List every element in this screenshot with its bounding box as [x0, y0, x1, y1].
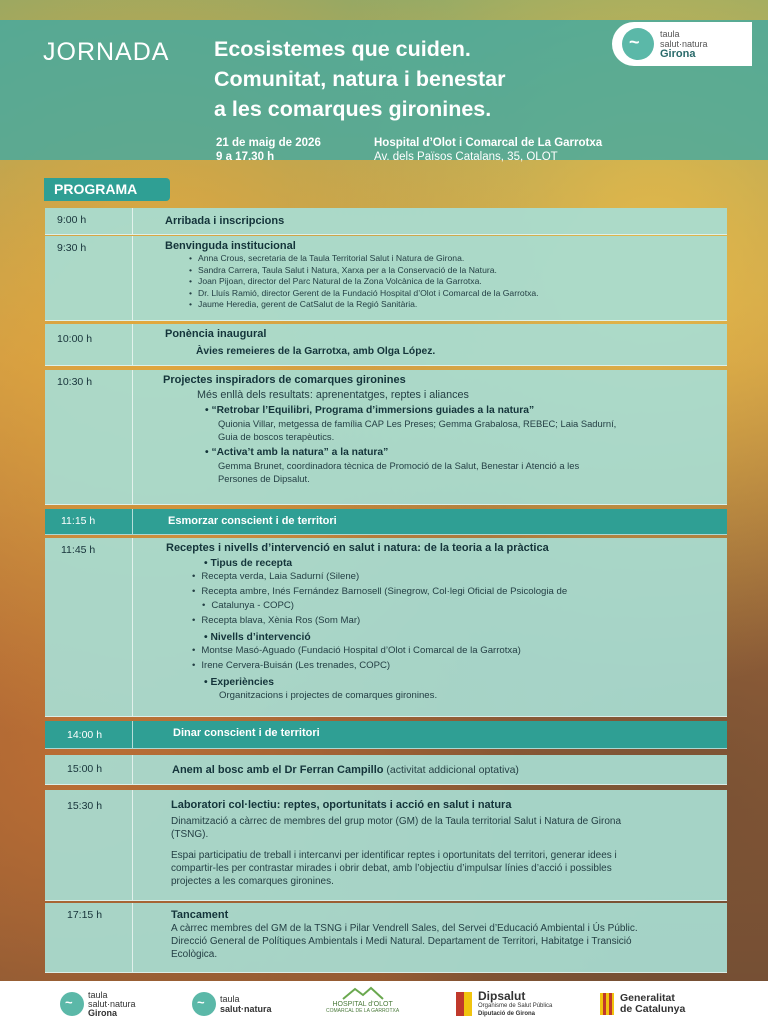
row-title: Tancament	[171, 909, 229, 921]
mountain-icon	[341, 985, 385, 1001]
schedule-row-1030	[45, 370, 727, 505]
logo-line-2: salut·natura	[660, 39, 708, 49]
event-label: JORNADA	[43, 38, 170, 66]
list-item: • Montse Masó-Aguado (Fundació Hospital d’Olot i Comarcal de la Garrotxa)	[192, 644, 717, 659]
schedule-row-0930	[45, 236, 727, 321]
row-time: 11:45 h	[45, 538, 133, 716]
venue-name: Hospital d’Olot i Comarcal de La Garrotxa	[374, 137, 603, 149]
section-experiencies: • Experiències	[204, 677, 275, 688]
list-item: • Catalunya - COPC)	[202, 599, 717, 614]
row-title: Receptes i nivells d’intervenció en salut i natura: de la teoria a la pràctica	[166, 542, 549, 554]
row-note: (activitat addicional optativa)	[383, 764, 519, 776]
venue-address: Av. dels Països Catalans, 35, OLOT	[374, 151, 558, 163]
row-time: 14:00 h	[45, 721, 133, 748]
footer-logos	[0, 981, 768, 1024]
row-title: Esmorzar conscient i de territori	[168, 515, 337, 527]
title-line-3: a les comarques gironines.	[214, 97, 492, 121]
schedule-row-1530	[45, 790, 727, 901]
row-time: 15:00 h	[45, 755, 133, 784]
list-item: • Dr. Lluís Ramió, director Gerent de la Fundació Hospital d’Olot i Comarcal de la Garrotxa.	[189, 288, 717, 300]
title-line-2: Comunitat, natura i benestar	[214, 67, 506, 91]
row-time: 10:30 h	[45, 370, 133, 504]
section-nivells: • Nivells d’intervenció	[204, 632, 311, 643]
experiencies-text: Organitzacions i projectes de comarques gironines.	[219, 690, 438, 701]
event-date	[216, 136, 321, 164]
event-title	[214, 34, 594, 124]
generalitat-logo: Generalitat de Catalunya	[600, 989, 685, 1019]
list-item: • Sandra Carrera, Taula Salut i Natura, Xarxa per a la Conservació de la Natura.	[189, 265, 717, 277]
row-time: 9:00 h	[45, 208, 133, 234]
row-time: 17:15 h	[45, 903, 133, 972]
section-tipus-recepta: • Tipus de recepta	[204, 558, 293, 569]
row-intro: Més enllà dels resultats: aprenentatges, reptes i aliances	[197, 389, 469, 401]
hospital-olot-logo: HOSPITAL d’OLOT COMARCAL DE LA GARROTXA	[326, 985, 399, 1015]
schedule-row-1000	[45, 324, 727, 366]
row-subtitle: Àvies remeieres de la Garrotxa, amb Olga López.	[196, 346, 436, 357]
row-text: A càrrec membres del GM de la TSNG i Pilar Vendrell Sales, del Servei d’Educació Ambiental i Ús Públic. Direcció General de Polítiques Ambientals i Medi Natural. Departament de Territori, Habitatge i Transició Ecològica.	[171, 923, 638, 960]
taula-salut-natura-logo	[612, 22, 752, 66]
row-time: 10:00 h	[45, 324, 133, 365]
row-title: Dinar conscient i de territori	[173, 727, 320, 739]
list-item: • Recepta blava, Xènia Ros (Som Mar)	[192, 614, 717, 629]
row-text-1: Dinamització a càrrec de membres del grup motor (GM) de la Taula territorial Salut i Natura de Girona (TSNG).	[171, 816, 621, 840]
list-item: • Anna Crous, secretaria de la Taula Territorial Salut i Natura de Girona.	[189, 253, 717, 265]
leaf-logo-icon: ~	[60, 992, 84, 1016]
leaf-logo-icon: ~	[192, 992, 216, 1016]
hours-text: 9 a 17.30 h	[216, 151, 275, 163]
row-text-2: Espai participatiu de treball i intercanvi per identificar reptes i oportunitats del territori, generar idees i compartir-les per contrastar mirades i obrir debat, amb l’objectiu d’impulsar línies d’acció i possibles projectes a les comarques gironines.	[171, 850, 617, 887]
dipsalut-logo: Dipsalut Organisme de Salut Pública Diputació de Girona	[456, 989, 552, 1019]
programa-heading: PROGRAMA	[44, 178, 170, 201]
list-item: • Joan Pijoan, director del Parc Natural de la Zona Volcànica de la Garrotxa.	[189, 276, 717, 288]
schedule-row-1400	[45, 721, 727, 749]
schedule-row-0900	[45, 208, 727, 235]
project-text-2: Gemma Brunet, coordinadora tècnica de Promoció de la Salut, Benestar i Atenció a les Persones de Dipsalut.	[218, 460, 580, 484]
row-title: Benvinguda institucional	[165, 240, 296, 252]
flag-icon	[600, 993, 614, 1015]
row-time: 9:30 h	[45, 236, 133, 320]
logo-line-1: taula	[660, 29, 680, 39]
leaf-logo-icon: ~	[622, 28, 654, 60]
project-text-1: Quionia Villar, metgessa de família CAP Les Preses; Gemma Grabalosa, REBEC; Laia Sadurní, Guia de boscos terapèutics.	[218, 418, 617, 442]
row-title: Projectes inspiradors de comarques gironines	[163, 374, 406, 386]
row-title: Arribada i inscripcions	[165, 215, 285, 227]
taula-girona-logo: ~ taula salut·natura Girona	[60, 989, 136, 1019]
logo-line-3: Girona	[660, 48, 696, 60]
title-line-1: Ecosistemes que cuiden.	[214, 37, 471, 61]
date-text: 21 de maig de 2026	[216, 137, 321, 149]
recepta-list	[192, 570, 717, 628]
row-title: Laboratori col·lectiu: reptes, oportunitats i acció en salut i natura	[171, 799, 512, 811]
schedule-row-1715	[45, 903, 727, 973]
row-title: Anem al bosc amb el Dr Ferran Campillo	[172, 764, 384, 776]
schedule-row-1145	[45, 538, 727, 717]
schedule-row-1115	[45, 509, 727, 535]
list-item: • Jaume Heredia, gerent de CatSalut de la Regió Sanitària.	[189, 299, 717, 311]
speaker-list	[189, 253, 717, 311]
row-title: Ponència inaugural	[165, 328, 267, 340]
schedule-row-1500	[45, 755, 727, 785]
row-time: 11:15 h	[45, 509, 133, 534]
taula-salut-natura-logo: ~ taula salut·natura	[192, 989, 272, 1019]
event-venue	[374, 136, 602, 164]
nivells-list	[192, 644, 717, 673]
shield-icon	[456, 992, 472, 1016]
project-title-2: • “Activa’t amb la natura” a la natura”	[205, 447, 389, 458]
row-time: 15:30 h	[45, 790, 133, 900]
project-title-1: • “Retrobar l’Equilibri, Programa d’immersions guiades a la natura”	[205, 405, 535, 416]
list-item: • Recepta ambre, Inés Fernández Barnosell (Sinegrow, Col·legi Oficial de Psicologia de	[192, 585, 717, 600]
list-item: • Irene Cervera-Buisán (Les trenades, COPC)	[192, 659, 717, 674]
list-item: • Recepta verda, Laia Sadurní (Silene)	[192, 570, 717, 585]
